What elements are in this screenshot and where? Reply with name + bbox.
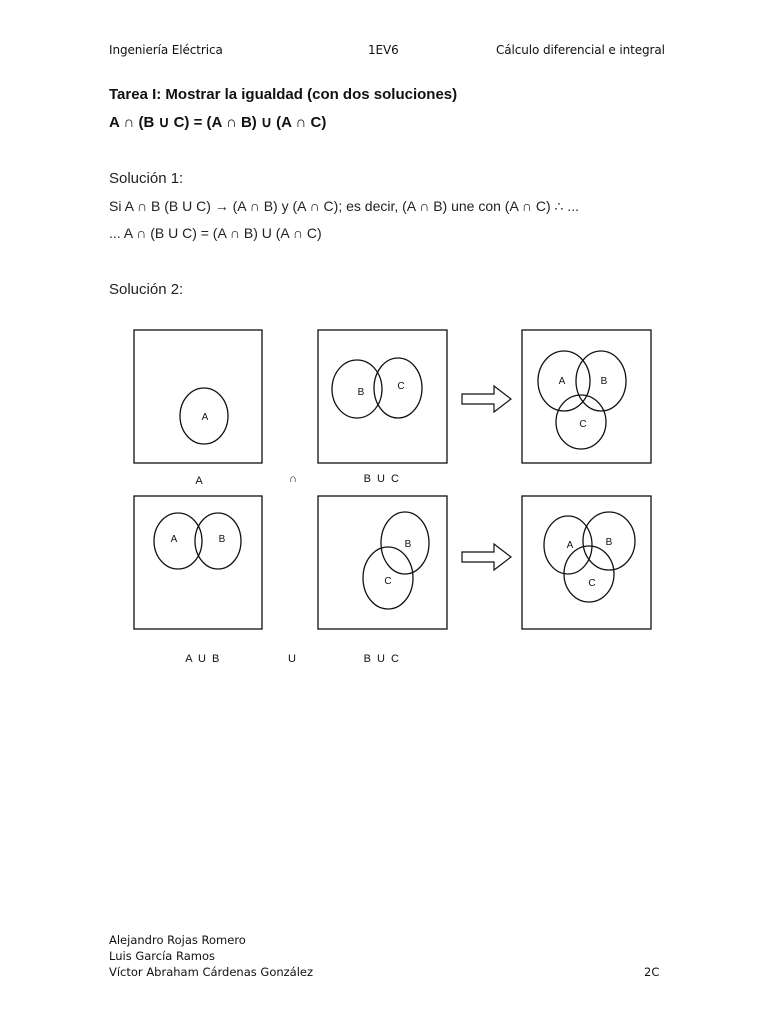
footer-author: Víctor Abraham Cárdenas González	[109, 965, 314, 979]
caption-left: A	[195, 475, 203, 487]
circle-label: C	[397, 381, 405, 392]
header-course-program: Ingeniería Eléctrica	[109, 43, 223, 57]
solution1-heading: Solución 1:	[109, 170, 184, 187]
circle-label: B	[605, 537, 613, 548]
venn-box-row1-buc	[318, 330, 447, 463]
solution1-line1: Si A ∩ B (B U C) → (A ∩ B) y (A ∩ C); es decir, (A ∩ B) une con (A ∩ C) ∴ ...	[109, 198, 580, 214]
venn-box-row2-aub	[134, 496, 262, 629]
caption-operator: U	[288, 653, 296, 665]
page-number: 2C	[644, 965, 660, 979]
header-subject: Cálculo diferencial e integral	[496, 43, 665, 57]
circle-label: A	[170, 534, 178, 545]
caption-right: B U C	[363, 653, 401, 665]
arrow-right-icon	[462, 386, 511, 412]
circle-label: C	[579, 419, 587, 430]
caption-operator: ∩	[289, 473, 297, 485]
footer-author: Luis García Ramos	[109, 949, 216, 963]
circle-label: B	[357, 387, 365, 398]
solution1-line2: ... A ∩ (B U C) = (A ∩ B) U (A ∩ C)	[109, 225, 322, 241]
solution2-heading: Solución 2:	[109, 281, 184, 298]
circle-label: C	[384, 576, 392, 587]
task-equation: A ∩ (B ∪ C) = (A ∩ B) ∪ (A ∩ C)	[109, 114, 327, 131]
header-group: 1EV6	[368, 43, 399, 57]
task-title: Tarea I: Mostrar la igualdad (con dos soluciones)	[109, 86, 458, 103]
circle-label: A	[566, 540, 574, 551]
footer-author: Alejandro Rojas Romero	[109, 933, 246, 947]
caption-right: B U C	[363, 473, 401, 485]
circle-label: B	[404, 539, 412, 550]
circle-label: C	[588, 578, 596, 589]
circle-label: B	[218, 534, 226, 545]
circle-label: A	[201, 412, 209, 423]
circle-label: A	[558, 376, 566, 387]
venn-box-row2-buc	[318, 496, 447, 629]
caption-left: A U B	[185, 653, 221, 665]
circle-label: B	[600, 376, 608, 387]
arrow-right-icon	[462, 544, 511, 570]
